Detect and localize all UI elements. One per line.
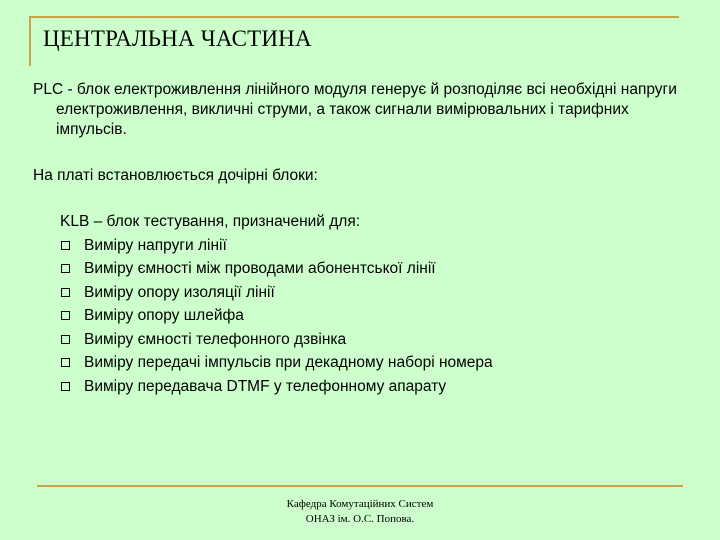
square-bullet-icon	[61, 241, 70, 250]
footer-line-2: ОНАЗ ім. О.С. Попова.	[305, 513, 415, 525]
footer-rule	[37, 485, 683, 487]
square-bullet-icon	[61, 335, 70, 344]
plc-paragraph	[33, 80, 683, 140]
list-item-text: Виміру ємності телефонного дзвінка	[84, 330, 347, 348]
list-item	[60, 234, 700, 258]
list-item-text: Виміру напруги лінії	[84, 236, 227, 254]
list-item-text: Виміру передачі імпульсів при декадному наборі номера	[84, 354, 493, 371]
list-item-text: Виміру опору изоляції лінії	[84, 283, 275, 301]
klb-section	[60, 210, 700, 398]
footer-line-1: Кафедра Комутаційних Систем	[286, 498, 434, 510]
list-item	[60, 304, 700, 328]
klb-heading: KLB – блок тестування, призначений для:	[60, 213, 361, 230]
title-horizontal-rule	[29, 16, 679, 18]
list-item	[60, 257, 700, 281]
square-bullet-icon	[61, 288, 70, 297]
square-bullet-icon	[61, 264, 70, 273]
square-bullet-icon	[61, 311, 70, 320]
square-bullet-icon	[61, 382, 70, 391]
square-bullet-icon	[61, 358, 70, 367]
footer	[180, 497, 540, 527]
title-vertical-rule	[29, 16, 31, 66]
list-item	[60, 351, 700, 375]
klb-bullet-list	[60, 234, 700, 399]
board-paragraph: На платі встановлюється дочірні блоки:	[33, 167, 318, 184]
plc-paragraph-text: PLC - блок електроживлення лінійного модуля генерує й розподіляє всі необхідні напруги електроживлення, викличні струми, а також сигнали вимірювальних і тарифних імпульсів.	[33, 81, 677, 138]
list-item-text: Виміру опору шлейфа	[84, 307, 244, 324]
list-item-text: Виміру ємності між проводами абонентської лінії	[84, 260, 436, 277]
list-item	[60, 375, 700, 399]
slide-title: ЦЕНТРАЛЬНА ЧАСТИНА	[43, 26, 312, 51]
list-item-text: Виміру передавача DTMF у телефонному апарату	[84, 377, 447, 395]
list-item	[60, 328, 700, 352]
list-item	[60, 281, 700, 305]
